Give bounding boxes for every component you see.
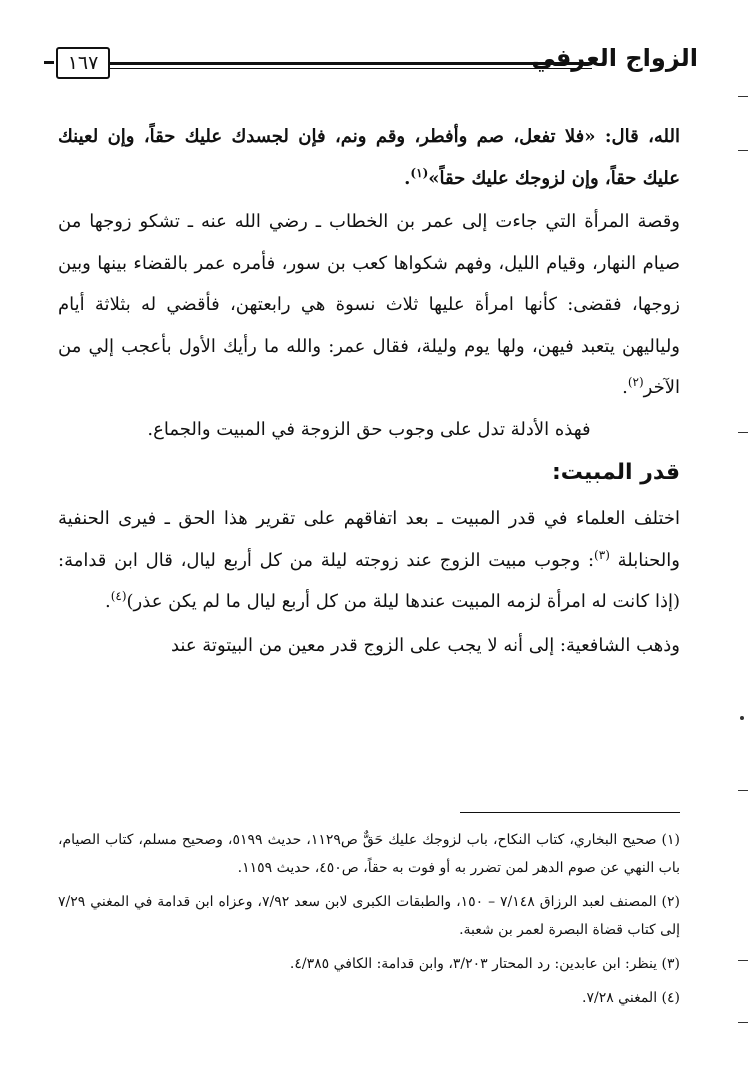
footnote-separator [460,812,680,813]
footnote-ref: (٢) [627,375,644,389]
paragraph-hadith [58,116,680,199]
footnote-item: (١) صحيح البخاري، كتاب النكاح، باب لزوجك عليك حَقٌّ ص١١٢٩، حديث ٥١٩٩، وصحيح مسلم، كتاب الصيام، باب النهي عن صوم الدهر لمن تضرر به أو فوت به حقاً، ص٤٥٠، حديث ١١٥٩. [58,832,681,876]
paragraph-scholars [58,498,680,623]
section-heading: قدر المبيت: [551,460,680,485]
paragraph-end: . [622,377,628,398]
paragraph-text: الله، قال: «فلا تفعل، صم وأفطر، وقم ونم، فإن لجسدك عليك حقاً، وإن لعينك عليك حقاً، وإن لزوجك عليك حقاً» [58,126,680,189]
footnote-item: (٤) المغني ٧/٢٨. [582,990,680,1006]
margin-mark [738,790,748,791]
footnote-ref: (١) [410,165,429,180]
footnote-item: (٢) المصنف لعبد الرزاق ٧/١٤٨ – ١٥٠، والطبقات الكبرى لابن سعد ٧/٩٢، وعزاه ابن قدامة في المغني ٧/٢٩ إلى كتاب قضاة البصرة لعمر بن شعبة. [58,894,681,938]
footnote-ref: (٤) [110,589,127,603]
margin-mark [740,716,744,720]
paragraph-text: وقصة المرأة التي جاءت إلى عمر بن الخطاب ـ رضي الله عنه ـ تشكو زوجها من صيام النهار، وقيام الليل، وفهم شكواها كعب بن سور، فأمره عمر بالقضاء بينها وبين زوجها، فقضى: كأنها امرأة عليها ثلاث نسوة هي رابعتهن، فأقضي له بثلاثة أيام ولياليهن يتعبد فيهن، ولها يوم وليلة، فقال عمر: والله ما رأيك الأول بأعجب إلي من الآخر [58,211,680,398]
paragraph-end: . [404,167,411,189]
main-text [58,116,680,666]
margin-mark [738,960,748,961]
footnote-ref: (٣) [594,547,610,562]
paragraph-text: اختلف العلماء في قدر المبيت ـ بعد اتفاقهم على تقرير هذا الحق ـ فيرى الحنفية والحنابلة [58,508,680,571]
page-header [46,42,698,82]
paragraph-text: : وجوب مبيت الزوج عند زوجته ليلة من كل أربع ليال، قال ابن قدامة: (إذا كانت له امرأة لزمه المبيت عندها ليلة من كل أربع ليال ما لم يكن عذر) [58,549,680,612]
margin-mark [738,96,748,97]
paragraph-conclusion: فهذه الأدلة تدل على وجوب حق الزوجة في المبيت والجماع. [147,418,591,440]
header-rule [110,62,592,69]
margin-mark [738,432,748,433]
paragraph-end: . [104,591,111,612]
margin-mark [738,150,748,151]
footnote-item: (٣) ينظر: ابن عابدين: رد المحتار ٣/٢٠٣، وابن قدامة: الكافي ٤/٣٨٥. [289,956,680,972]
paragraph-story [58,201,680,409]
margin-mark [738,1022,748,1023]
running-title: الزواج العرفي [531,44,698,72]
footnotes [58,826,680,1018]
page-number: ١٦٧ [56,47,110,79]
paragraph-shafii: وذهب الشافعية: إلى أنه لا يجب على الزوج قدر معين من البيتوتة عند [170,634,680,656]
